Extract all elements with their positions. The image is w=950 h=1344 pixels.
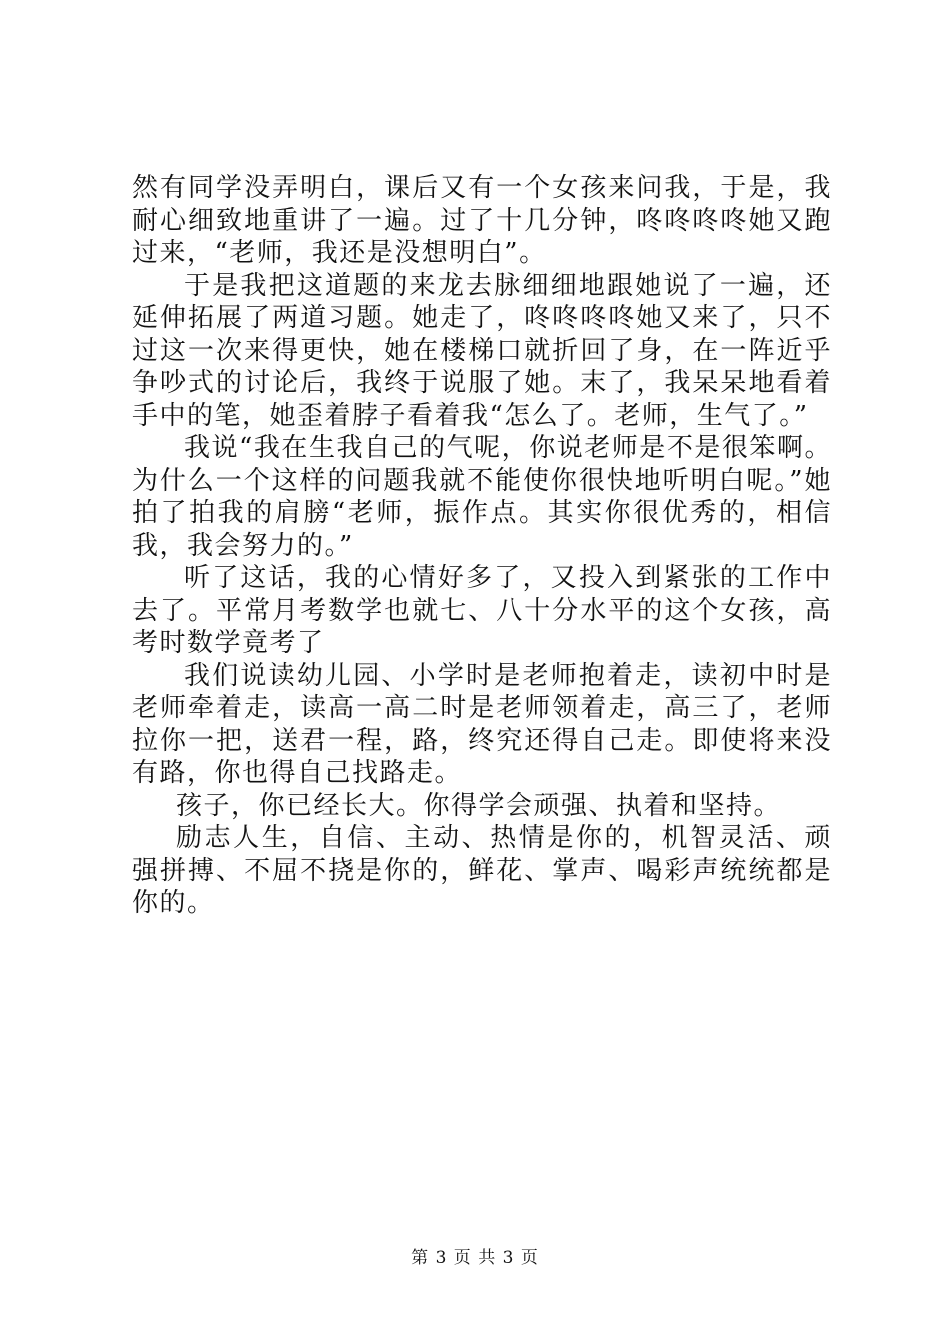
paragraph-3: 我说“我在生我自己的气呢，你说老师是不是很笨啊。为什么一个这样的问题我就不能使你很快地听明白呢。”她拍了拍我的肩膀“老师，振作点。其实你很优秀的，相信我，我会努力的。” xyxy=(132,433,832,561)
paragraph-2: 于是我把这道题的来龙去脉细细地跟她说了一遍，还延伸拓展了两道习题。她走了，咚咚咚咚她又来了，只不过这一次来得更快，她在楼梯口就折回了身，在一阵近乎争吵式的讨论后，我终于说服了她。末了，我呆呆地看着手中的笔，她歪着脖子看着我“怎么了。老师，生气了。” xyxy=(132,270,832,431)
paragraph-1: 然有同学没弄明白，课后又有一个女孩来问我，于是，我耐心细致地重讲了一遍。过了十几分钟，咚咚咚咚她又跑过来，“老师，我还是没想明白”。 xyxy=(132,173,832,268)
paragraph-4: 听了这话，我的心情好多了，又投入到紧张的工作中去了。平常月考数学也就七、八十分水平的这个女孩，高考时数学竟考了 xyxy=(132,563,832,658)
page-footer xyxy=(0,1243,950,1268)
paragraph-5: 我们说读幼儿园、小学时是老师抱着走，读初中时是老师牵着走，读高一高二时是老师领着走，高三了，老师拉你一把，送君一程，路，终究还得自己走。即使将来没有路，你也得自己找路走。 xyxy=(132,660,832,788)
paragraph-7: 励志人生，自信、主动、热情是你的，机智灵活、顽强拼搏、不屈不挠是你的，鲜花、掌声、喝彩声统统都是你的。 xyxy=(132,823,832,918)
paragraph-6: 孩子，你已经长大。你得学会顽强、执着和坚持。 xyxy=(176,790,782,821)
page-number-label: 第 3 页 共 3 页 xyxy=(411,1248,539,1268)
document-body xyxy=(132,172,832,920)
